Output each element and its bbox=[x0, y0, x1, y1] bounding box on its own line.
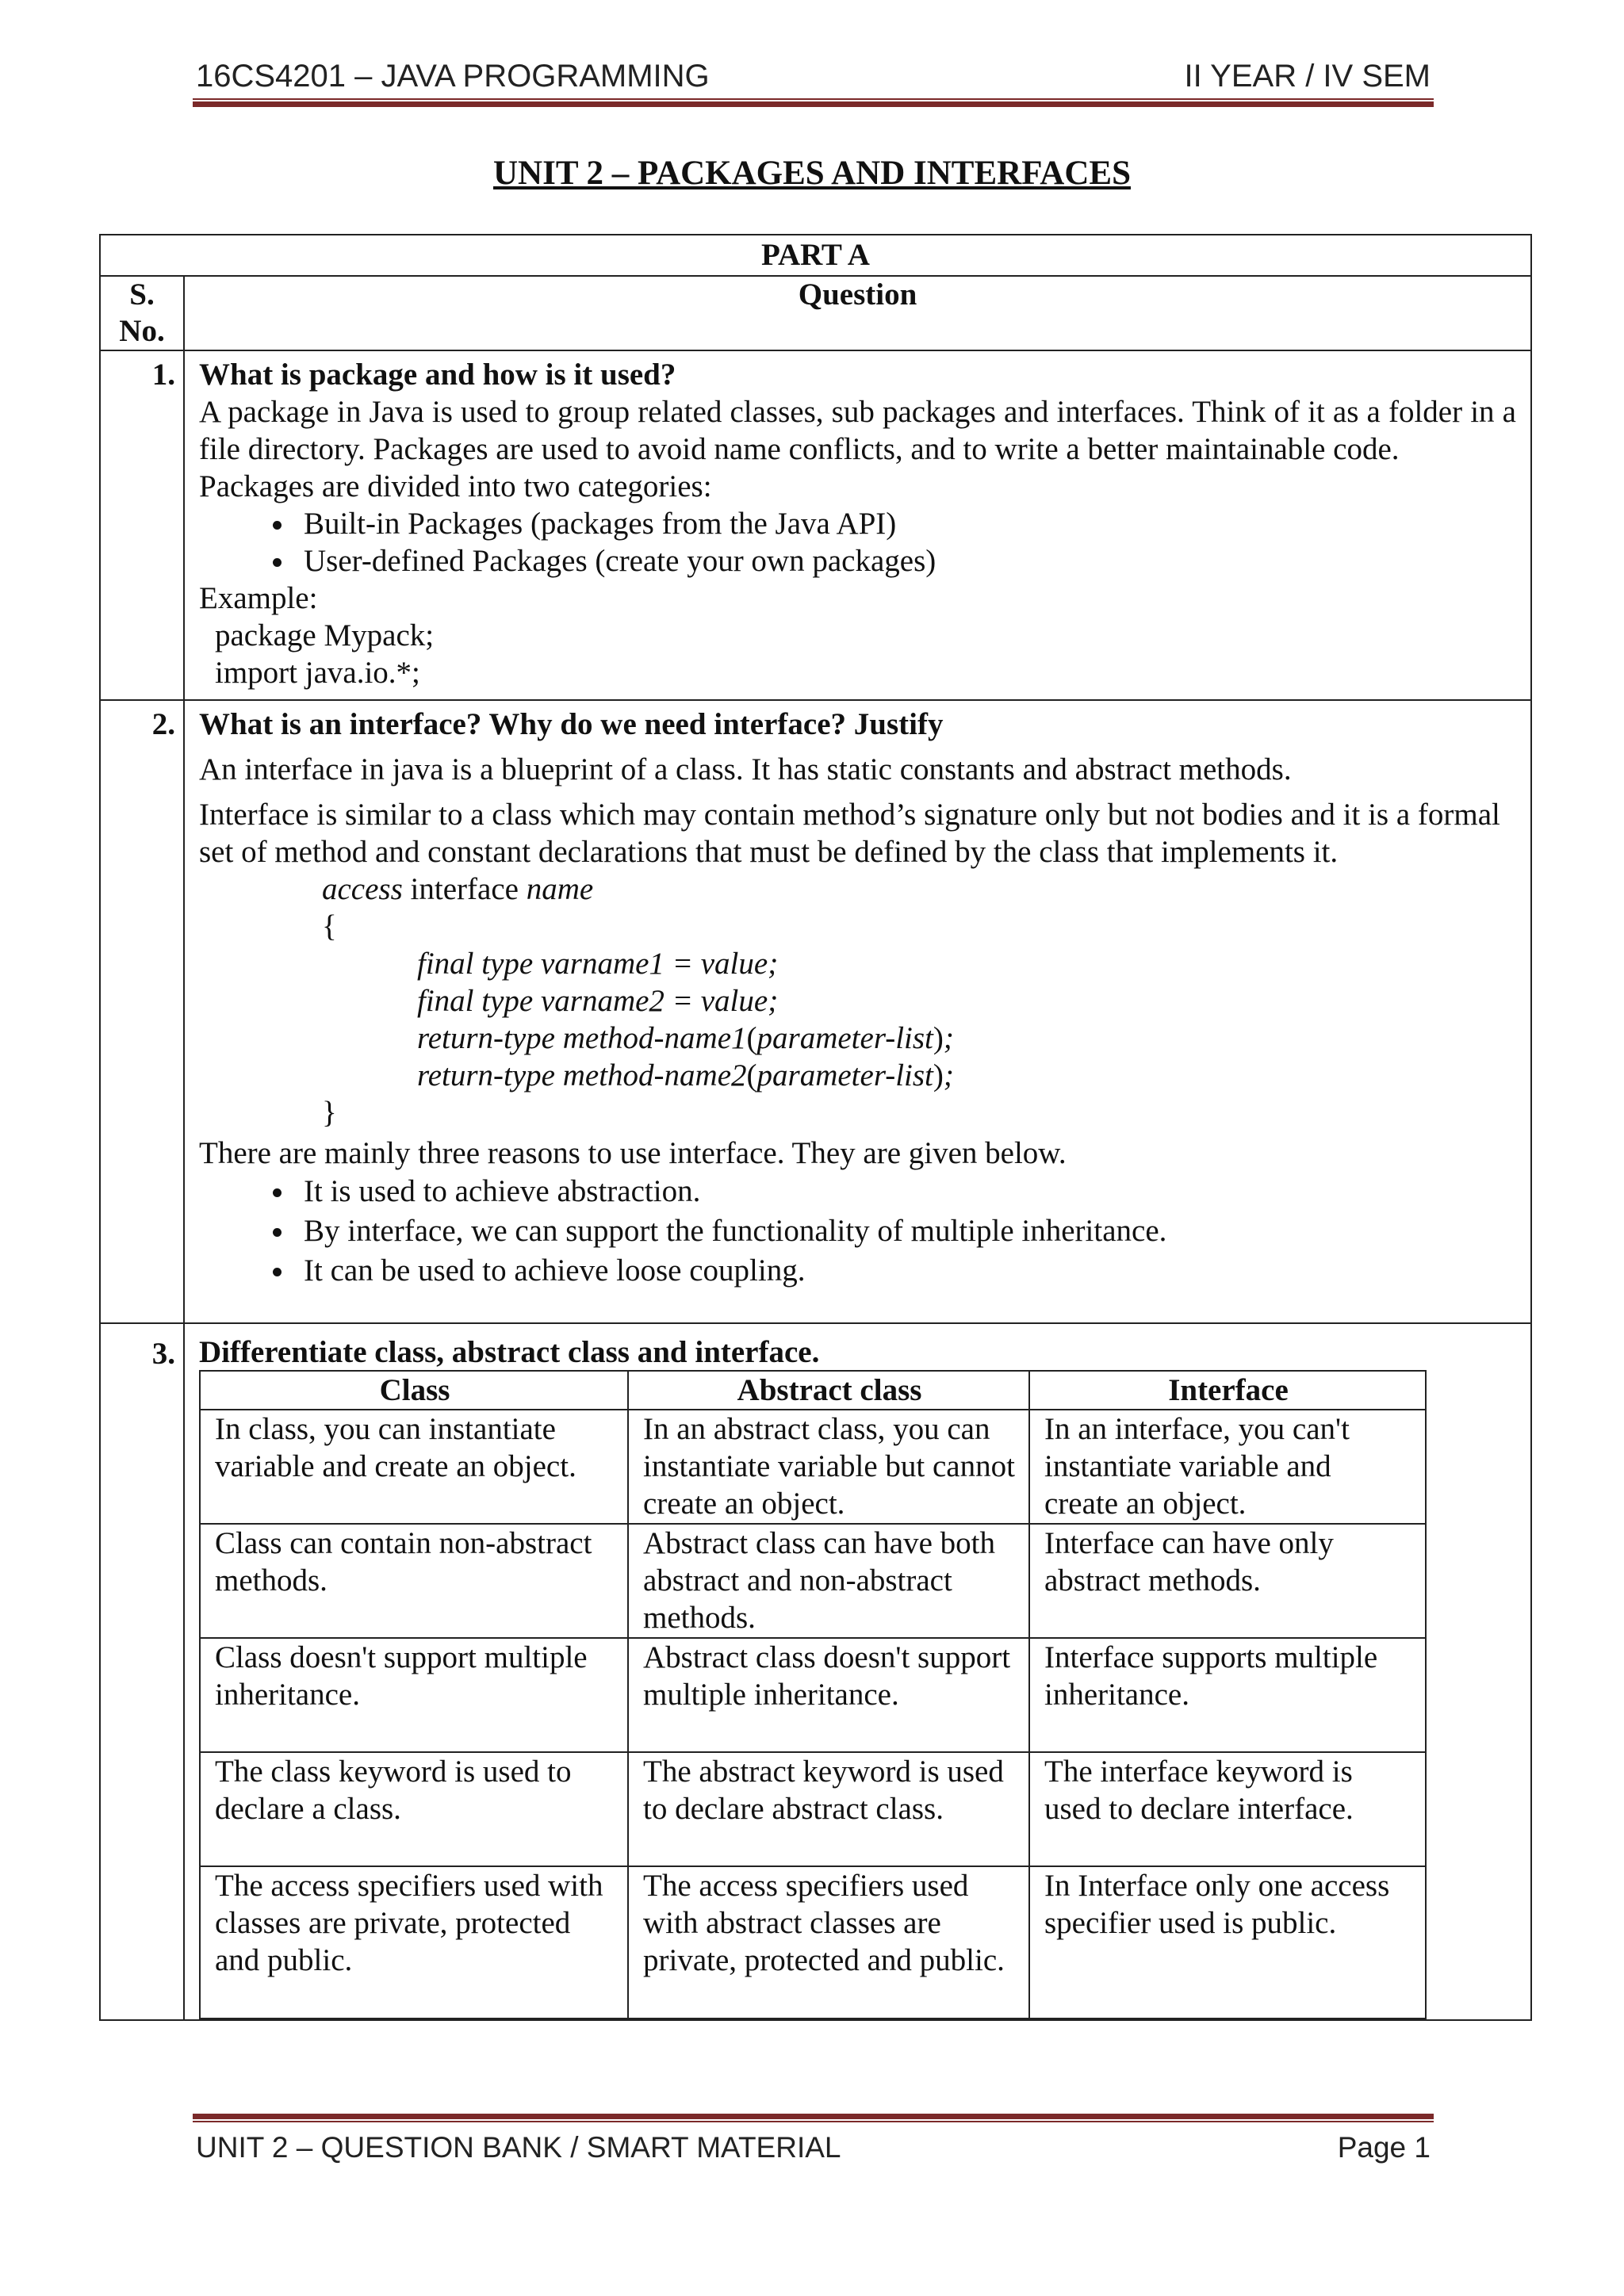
bullet-list bbox=[199, 1172, 1516, 1291]
page-footer bbox=[193, 2131, 1434, 2174]
question-title: What is package and how is it used? bbox=[199, 358, 676, 392]
comparison-header: Interface bbox=[1029, 1371, 1426, 1410]
comparison-cell: In class, you can instantiate variable and create an object. bbox=[200, 1410, 628, 1524]
list-item: • User-defined Packages (create your own packages) bbox=[296, 542, 1516, 580]
syntax-line bbox=[199, 1020, 1516, 1057]
comparison-cell: In an interface, you can't instantiate variable and create an object. bbox=[1029, 1410, 1426, 1524]
header-course: 16CS4201 – JAVA PROGRAMMING bbox=[196, 59, 710, 94]
column-header-sno bbox=[100, 276, 184, 350]
footer-rule-thick bbox=[193, 2114, 1434, 2119]
comparison-row bbox=[200, 1866, 1426, 2019]
syntax-paren: ) bbox=[933, 1058, 944, 1093]
list-item: • Built-in Packages (packages from the Java API) bbox=[296, 505, 1516, 542]
syntax-paren: ( bbox=[746, 1058, 757, 1093]
comparison-cell: Class doesn't support multiple inheritance. bbox=[200, 1638, 628, 1752]
header-rule-thick bbox=[193, 101, 1434, 107]
answer-paragraph: A package in Java is used to group related classes, sub packages and interfaces. Think of it as a folder in a file directory. Packages are used to avoid name conflicts, and to write a better maintainable code. bbox=[199, 395, 1516, 466]
code-line: import java.io.*; bbox=[215, 656, 420, 690]
question-number: 2. bbox=[100, 700, 184, 1323]
example-label: Example: bbox=[199, 581, 318, 615]
syntax-params: parameter-list bbox=[756, 1058, 933, 1093]
comparison-cell: Interface supports multiple inheritance. bbox=[1029, 1638, 1426, 1752]
question-cell bbox=[184, 700, 1531, 1323]
comparison-cell: Interface can have only abstract methods. bbox=[1029, 1524, 1426, 1638]
table-row bbox=[100, 1323, 1531, 2020]
syntax-name: name bbox=[526, 872, 594, 906]
comparison-cell: The access specifiers used with abstract classes are private, protected and public. bbox=[628, 1866, 1029, 2019]
comparison-header: Class bbox=[200, 1371, 628, 1410]
page-number: Page 1 bbox=[1337, 2131, 1431, 2164]
footer-rule-thin bbox=[193, 2121, 1434, 2122]
page-header bbox=[193, 59, 1434, 101]
column-header-sno-line1: S. bbox=[129, 277, 155, 312]
header-rule-thin bbox=[193, 98, 1434, 100]
list-item: • By interface, we can support the functionality of multiple inheritance. bbox=[296, 1211, 1516, 1251]
question-table bbox=[99, 234, 1532, 2021]
comparison-cell: The interface keyword is used to declare interface. bbox=[1029, 1752, 1426, 1866]
syntax-open-brace: { bbox=[322, 909, 337, 943]
comparison-cell: Class can contain non-abstract methods. bbox=[200, 1524, 628, 1638]
question-number: 1. bbox=[100, 350, 184, 700]
answer-paragraph: Interface is similar to a class which may contain method’s signature only but not bodies and it is a formal set of method and constant declarations that must be defined by the class that implements it. bbox=[199, 798, 1500, 869]
bullet-list bbox=[199, 505, 1516, 580]
syntax-paren: ( bbox=[746, 1021, 757, 1055]
part-a-heading: PART A bbox=[100, 235, 1531, 276]
comparison-cell: In an abstract class, you can instantiate variable but cannot create an object. bbox=[628, 1410, 1029, 1524]
answer-paragraph: An interface in java is a blueprint of a class. It has static constants and abstract methods. bbox=[199, 752, 1292, 786]
code-line: package Mypack; bbox=[215, 618, 435, 652]
comparison-row bbox=[200, 1410, 1426, 1524]
syntax-semicolon: ; bbox=[943, 1058, 954, 1093]
comparison-cell: In Interface only one access specifier used is public. bbox=[1029, 1866, 1426, 2019]
page-title: UNIT 2 – PACKAGES AND INTERFACES bbox=[493, 155, 1131, 192]
answer-paragraph: There are mainly three reasons to use interface. They are given below. bbox=[199, 1136, 1067, 1170]
question-number: 3. bbox=[100, 1323, 184, 2020]
comparison-row bbox=[200, 1638, 1426, 1752]
syntax-paren: ) bbox=[933, 1021, 944, 1055]
table-row bbox=[100, 350, 1531, 700]
syntax-line: final type varname2 = value; bbox=[417, 984, 779, 1018]
column-header-sno-line2: No. bbox=[119, 314, 165, 348]
syntax-semicolon: ; bbox=[943, 1021, 954, 1055]
comparison-row bbox=[200, 1752, 1426, 1866]
list-item: • It can be used to achieve loose coupling. bbox=[296, 1251, 1516, 1291]
list-item: • It is used to achieve abstraction. bbox=[296, 1172, 1516, 1211]
comparison-cell: The abstract keyword is used to declare abstract class. bbox=[628, 1752, 1029, 1866]
syntax-params: parameter-list bbox=[756, 1021, 933, 1055]
comparison-row bbox=[200, 1524, 1426, 1638]
question-title: What is an interface? Why do we need interface? Justify bbox=[199, 707, 944, 741]
spacer bbox=[199, 743, 1516, 751]
comparison-table bbox=[199, 1370, 1427, 2019]
question-cell bbox=[184, 1323, 1531, 2020]
comparison-cell: Abstract class doesn't support multiple inheritance. bbox=[628, 1638, 1029, 1752]
column-header-question: Question bbox=[184, 276, 1531, 350]
syntax-method: return-type method-name2 bbox=[417, 1058, 747, 1093]
syntax-line: final type varname1 = value; bbox=[417, 947, 779, 981]
comparison-cell: The class keyword is used to declare a class. bbox=[200, 1752, 628, 1866]
syntax-line bbox=[199, 1057, 1516, 1094]
syntax-method: return-type method-name1 bbox=[417, 1021, 747, 1055]
syntax-close-brace: } bbox=[322, 1096, 337, 1130]
header-year: II YEAR / IV SEM bbox=[1184, 59, 1431, 94]
comparison-header: Abstract class bbox=[628, 1371, 1029, 1410]
answer-paragraph: Packages are divided into two categories: bbox=[199, 469, 712, 503]
table-row bbox=[100, 700, 1531, 1323]
comparison-cell: The access specifiers used with classes are private, protected and public. bbox=[200, 1866, 628, 2019]
footer-label: UNIT 2 – QUESTION BANK / SMART MATERIAL bbox=[196, 2131, 841, 2164]
spacer bbox=[199, 788, 1516, 796]
syntax-access: access bbox=[322, 872, 403, 906]
question-cell bbox=[184, 350, 1531, 700]
syntax-line bbox=[199, 871, 1516, 908]
question-title: Differentiate class, abstract class and interface. bbox=[199, 1335, 820, 1369]
syntax-keyword: interface bbox=[402, 872, 527, 906]
comparison-cell: Abstract class can have both abstract and non-abstract methods. bbox=[628, 1524, 1029, 1638]
